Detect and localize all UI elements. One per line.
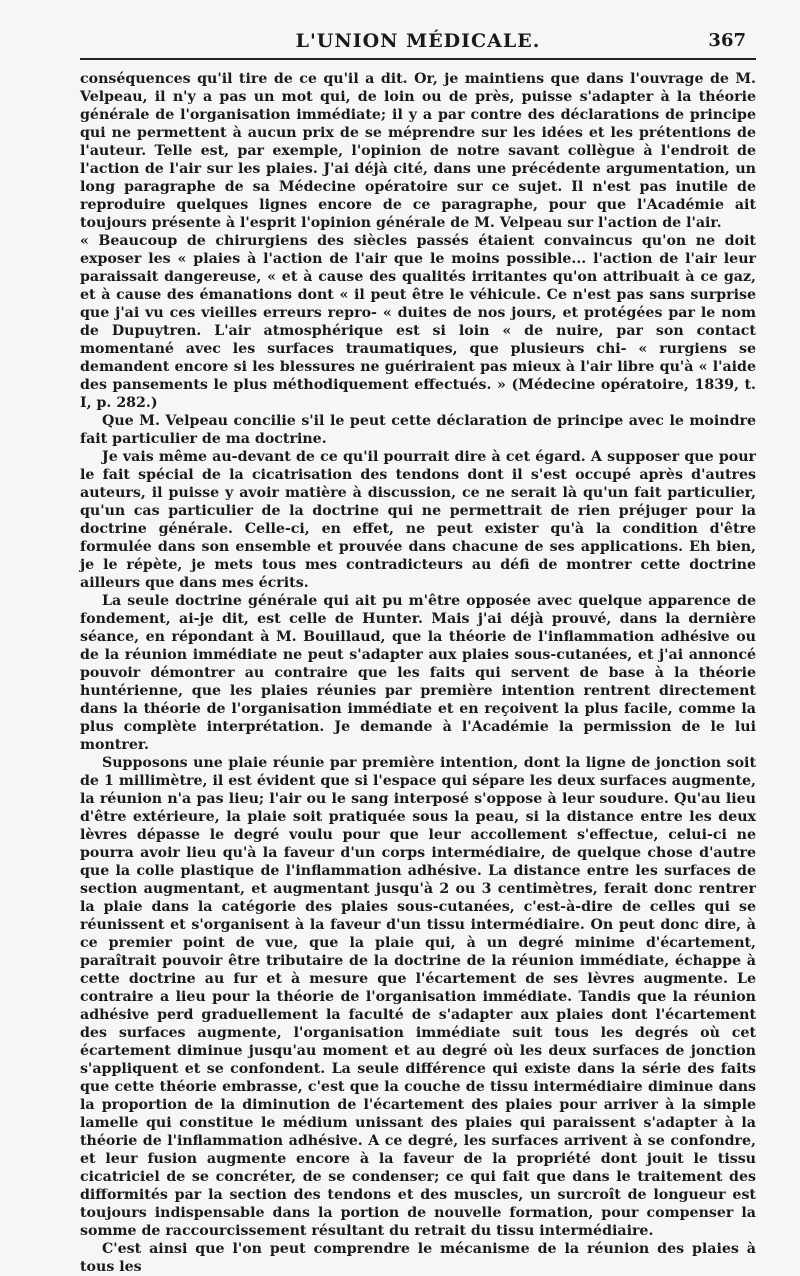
paragraph-5: Supposons une plaie réunie par première intention, dont la ligne de jonction soit de 1 millimètre, il est évident que si l'espace qui sépare les deux surfaces augmente, la réunion n'a pas lieu; l'air ou le sang interposé s'oppose à leur soudure. Qu'au lieu d'être extérieure, la plaie soit pratiquée sous la peau, si la distance entre les deux lèvres dépasse le degré voulu pour que leur accollement s'effectue, celui-ci ne pourra avoir lieu qu'à la faveur d'un corps intermédiaire, de quelque chose d'autre que la colle plastique de l'inflammation adhésive. La distance entre les surfaces de section augmentant, et augmentant jusqu'à 2 ou 3 centimètres, ferait donc rentrer la plaie dans la catégorie des plaies sous-cutanées, c'est-à-dire de celles qui se réunissent et s'organisent à la faveur d'un tissu intermédiaire. On peut donc dire, à ce premier point de vue, que la plaie qui, à un degré minime d'écartement, paraîtrait pouvoir être tributaire de la doctrine de la réunion immédiate, échappe à cette doctrine au fur et à mesure que l'écartement de ses lèvres augmente. Le contraire a lieu pour la théorie de l'organisation immédiate. Tandis que la réunion adhésive perd graduellement la faculté de s'adapter aux plaies dont l'écartement des surfaces augmente, l'organisation immédiate suit tous les degrés où cet écartement diminue jusqu'au moment et au degré où les deux surfaces de jonction s'appliquent et se confondent. La seule différence qui existe dans la série des faits que cette théorie embrasse, c'est que la couche de tissu intermédiaire diminue dans la proportion de la diminution de l'écartement des plaies pour arriver à la simple lamelle qui constitue le médium unissant des plaies qui paraissent s'adapter à la théorie de l'inflammation adhésive. A ce degré, les surfaces arrivent à se confondre, et leur fusion augmente encore à la faveur de la propriété dont jouit le tissu cicatriciel de se concréter, de se condenser; ce qui fait que dans le traitement des difformités par la section des tendons et des muscles, un surcroît de longueur est toujours indispensable dans la portion de nouvelle formation, pour compenser la somme de raccourcissement résultant du retrait du tissu intermédiaire.	[80, 755, 756, 1239]
body-text	[80, 70, 756, 1276]
paragraph-6: C'est ainsi que l'on peut comprendre le mécanisme de la réunion des plaies à tous les	[80, 1241, 756, 1275]
quotation-velpeau: « Beaucoup de chirurgiens des siècles passés étaient convaincus qu'on ne doit exposer les « plaies à l'action de l'air que le moins possible... l'action de l'air leur paraissait dangereuse, « et à cause des qualités irritantes qu'on attribuait à ce gaz, et à cause des émanations dont « il peut être le véhicule. Ce n'est pas sans surprise que j'ai vu ces vieilles erreurs repro- « duites de nos jours, et protégées par le nom de Dupuytren. L'air atmosphérique est si loin « de nuire, par son contact momentané avec les surfaces traumatiques, que plusieurs chi- « rurgiens se demandent encore si les blessures ne guériraient pas mieux à l'air libre qu'à « l'aide des pansements le plus méthodiquement effectués. » (Médecine opératoire, 1839, t. I, p. 282.)	[80, 233, 756, 411]
paragraph-2: Que M. Velpeau concilie s'il le peut cette déclaration de principe avec le moindre fait particulier de ma doctrine.	[80, 413, 756, 447]
running-title: L'UNION MÉDICALE.	[295, 30, 541, 52]
paragraph-3: Je vais même au-devant de ce qu'il pourrait dire à cet égard. A supposer que pour le fait spécial de la cicatrisation des tendons dont il s'est occupé après d'autres auteurs, il puisse y avoir matière à discussion, ce ne serait là qu'un fait particulier, qu'un cas particulier de la doctrine qui ne permettrait de rien préjuger pour la doctrine générale. Celle-ci, en effet, ne peut exister qu'à la condition d'être formulée dans son ensemble et prouvée dans chacune de ses applications. Eh bien, je le répète, je mets tous mes contradicteurs au défi de montrer cette doctrine ailleurs que dans mes écrits.	[80, 449, 756, 591]
page-number: 367	[708, 30, 746, 51]
page-header	[80, 18, 756, 58]
header-rule	[80, 58, 756, 60]
paragraph-4: La seule doctrine générale qui ait pu m'être opposée avec quelque apparence de fondement, ai-je dit, est celle de Hunter. Mais j'ai déjà prouvé, dans la dernière séance, en répondant à M. Bouillaud, que la théorie de l'inflammation adhésive ou de la réunion immédiate ne peut s'adapter aux plaies sous-cutanées, et j'ai annoncé pouvoir démontrer au contraire que les faits qui servent de base à la théorie huntérienne, que les plaies réunies par première intention rentrent directement dans la théorie de l'organisation immédiate et en reçoivent la plus facile, comme la plus complète interprétation. Je demande à l'Académie la permission de le lui montrer.	[80, 593, 756, 753]
paragraph-1: conséquences qu'il tire de ce qu'il a dit. Or, je maintiens que dans l'ouvrage de M. Velpeau, il n'y a pas un mot qui, de loin ou de près, puisse s'adapter à la théorie générale de l'organisation immédiate; il y a par contre des déclarations de principe qui ne permettent à aucun prix de se méprendre sur les idées et les prétentions de l'auteur. Telle est, par exemple, l'opinion de notre savant collègue à l'endroit de l'action de l'air sur les plaies. J'ai déjà cité, dans une précédente argumentation, un long paragraphe de sa Médecine opératoire sur ce sujet. Il n'est pas inutile de reproduire quelques lignes encore de ce paragraphe, pour que l'Académie ait toujours présente à l'esprit l'opinion générale de M. Velpeau sur l'action de l'air.	[80, 71, 756, 231]
